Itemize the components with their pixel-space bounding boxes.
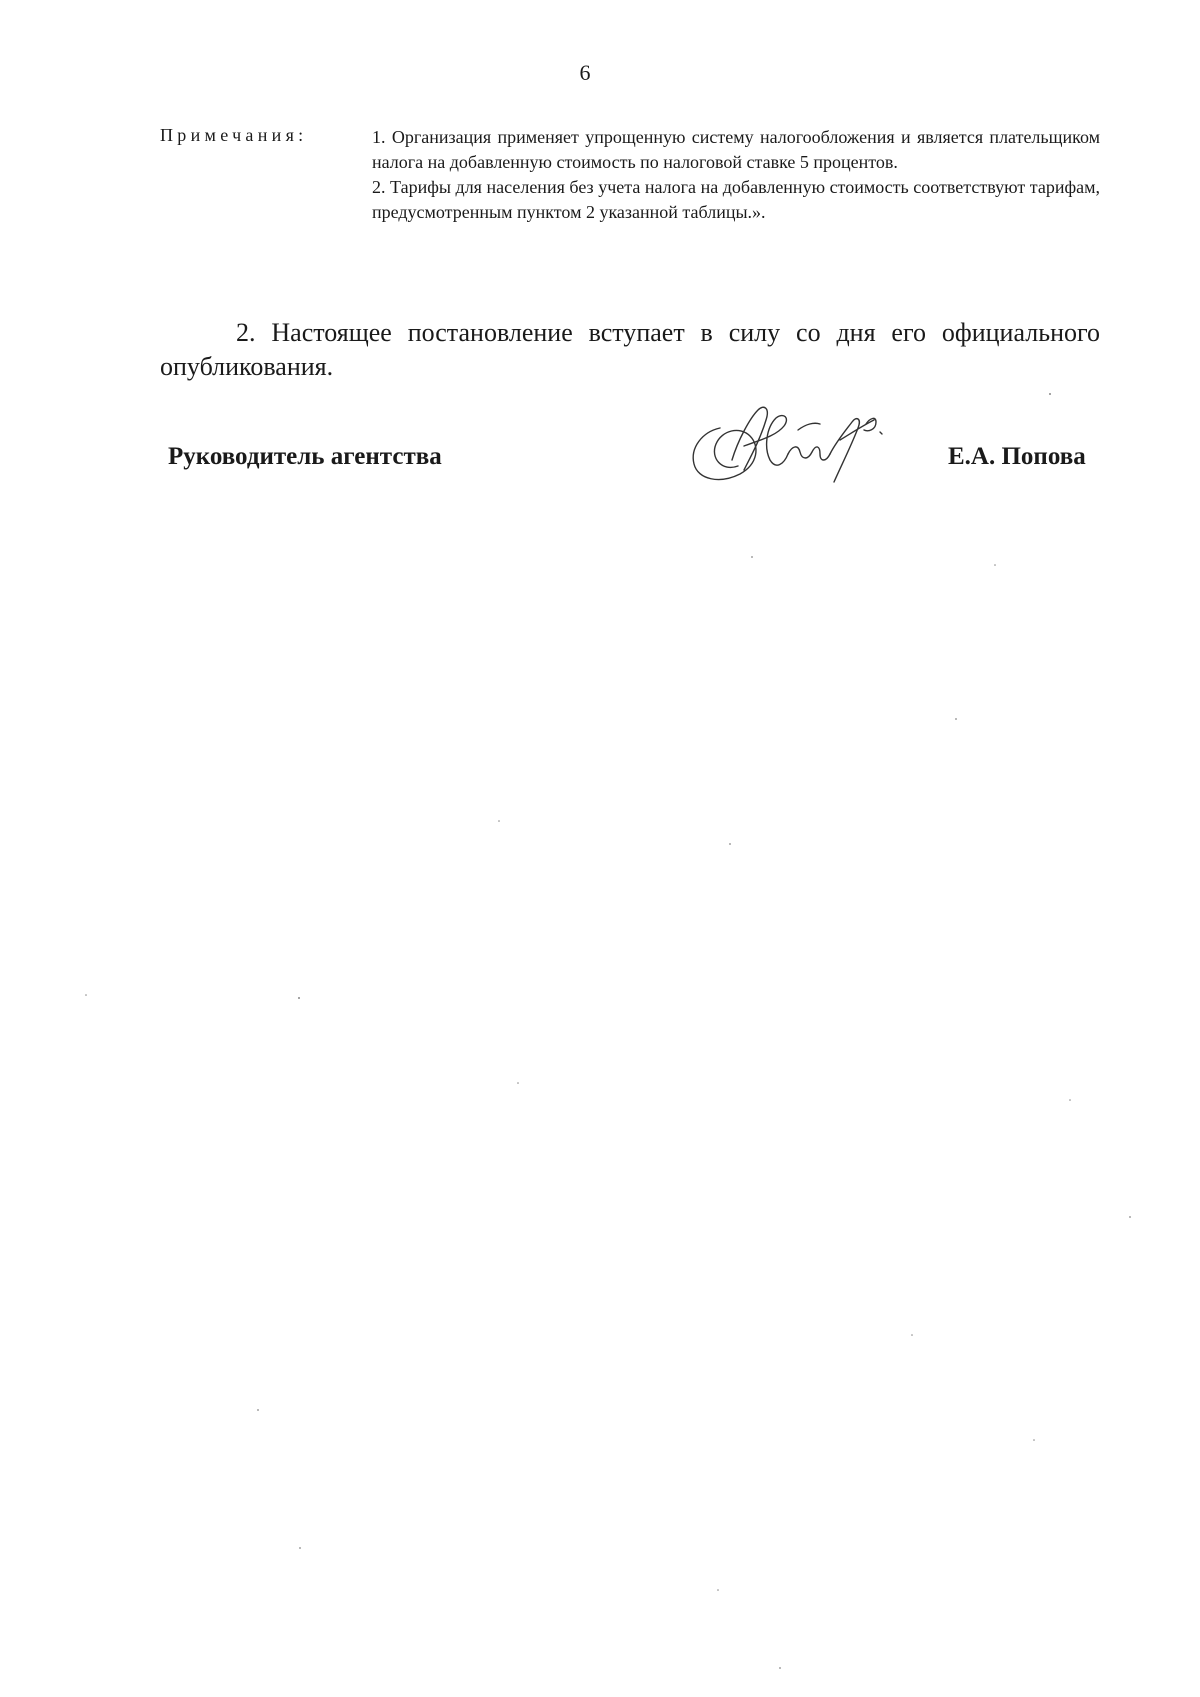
signer-name: Е.А. Попова [948, 443, 1086, 470]
signer-title: Руководитель агентства [168, 443, 442, 470]
note-item-1: 1. Организация применяет упрощенную систему налогообложения и является плательщиком налога на добавленную стоимость по налоговой ставке 5 процентов. [372, 127, 1100, 172]
notes-label: Примечания: [160, 125, 308, 145]
page-number: 6 [579, 60, 591, 85]
handwritten-signature [680, 400, 910, 495]
effective-date-paragraph: 2. Настоящее постановление вступает в силу со дня его официального опубликования. [160, 318, 1100, 381]
note-item-2: 2. Тарифы для населения без учета налога на добавленную стоимость соответствуют тарифам, предусмотренным пунктом 2 указанной таблицы.». [372, 177, 1100, 222]
notes-list [372, 125, 1100, 225]
